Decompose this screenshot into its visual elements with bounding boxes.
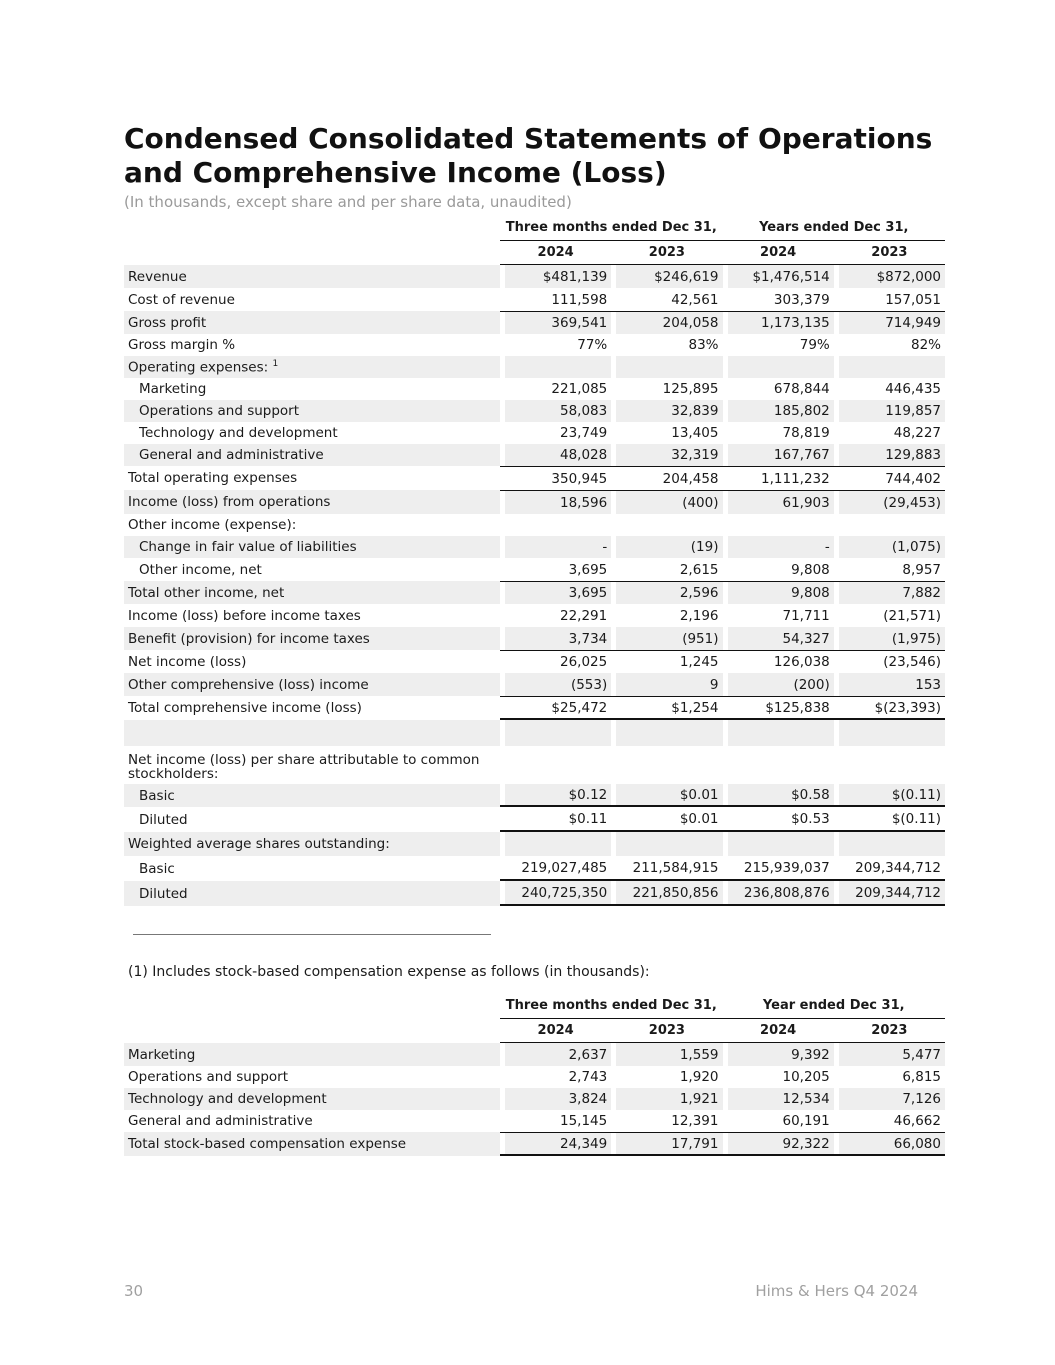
cell-value: 369,541 [500,311,611,334]
cell-value: 204,058 [611,311,722,334]
cell-value: 1,111,232 [723,466,834,490]
row-label: Gross profit [124,311,500,334]
cell-value: (29,453) [834,490,945,514]
year-header-row [124,1018,945,1043]
spacer-row [124,720,945,746]
cell-value: $1,476,514 [723,265,834,288]
cell-value: $(0.11) [834,784,945,807]
row-label: General and administrative [128,1113,313,1129]
cell-value: (1,075) [834,536,945,558]
cell-value: 215,939,037 [723,856,834,881]
cell-value: 350,945 [500,466,611,490]
cell-value: $125,838 [723,696,834,720]
cell-value: 2,637 [500,1043,611,1066]
row-label: Marketing [124,1043,500,1066]
row-label: Net income (loss) per share attributable to common stockholders: [128,752,480,782]
cell-value: 1,921 [611,1088,722,1110]
cell-value: $872,000 [834,265,945,288]
cell-value: 17,791 [611,1132,722,1156]
cell-value: 714,949 [834,311,945,334]
table-row [124,378,945,400]
row-label: Net income (loss) [128,653,247,670]
cell-value: 1,559 [611,1043,722,1066]
row-label: Other comprehensive (loss) income [124,673,500,696]
cell-value: 125,895 [662,381,719,397]
row-label: Other income (expense): [128,517,297,533]
cell-value: 60,191 [782,1113,830,1129]
cell-value: 58,083 [500,400,611,422]
year-header: 2023 [834,240,945,265]
year-header: 2023 [611,240,722,265]
cell-value: 111,598 [551,291,608,308]
row-label: Change in fair value of liabilities [124,536,500,558]
cell-value: 2,196 [679,607,719,624]
cell-value [500,356,611,378]
row-label: General and administrative [124,444,500,466]
cell-value: 3,695 [500,581,611,604]
cell-value [500,514,611,536]
year-header: 2024 [723,240,834,265]
cell-value: 2,596 [611,581,722,604]
cell-value: (951) [611,627,722,650]
table-row [124,1066,945,1088]
cell-value: (23,546) [834,650,945,673]
footnote-text: (1) Includes stock-based compensation expense as follows (in thousands): [128,964,650,980]
cell-value [500,832,611,856]
row-label: Diluted [139,811,188,828]
year-header: 2023 [834,1018,945,1043]
cell-value [723,356,834,378]
cell-value: (21,571) [883,607,942,624]
row-label: Basic [124,784,500,807]
column-group-header: Three months ended Dec 31, [505,219,717,235]
operations-statement-table [124,214,945,906]
cell-value: $0.11 [500,807,611,832]
row-label: Total comprehensive income (loss) [128,700,362,716]
table-row [124,881,945,906]
cell-value: 6,815 [902,1069,941,1085]
cell-value: 446,435 [885,381,942,397]
cell-value: $0.01 [611,784,722,807]
cell-value: $0.58 [723,784,834,807]
cell-value: 167,767 [723,444,834,466]
table-row [124,1132,945,1156]
cell-value: 9 [611,673,722,696]
table-row [124,604,945,627]
column-group-header-row [124,992,945,1018]
row-label: Basic [139,860,175,877]
cell-value: 22,291 [560,607,608,624]
table-row [124,444,945,466]
page-subtitle: (In thousands, except share and per share data, unaudited) [124,193,572,211]
cell-value: 1,245 [611,650,722,673]
cell-value: 129,883 [834,444,945,466]
table-row [124,558,945,581]
page-title: Condensed Consolidated Statements of Operations and Comprehensive Income (Loss) [124,122,933,189]
row-label: Gross margin % [128,337,236,353]
column-group-header: Years ended Dec 31, [759,219,909,235]
cell-value: 10,205 [782,1069,830,1085]
cell-value: $(0.11) [834,807,945,832]
cell-value: (1,975) [834,627,945,650]
table-row [124,627,945,650]
table-row [124,422,945,444]
cell-value [834,746,945,784]
cell-value: 211,584,915 [611,856,722,881]
cell-value: 9,808 [791,561,830,578]
cell-value: $(23,393) [834,696,945,720]
cell-value: 7,126 [834,1088,945,1110]
cell-value: 236,808,876 [723,881,834,906]
cell-value: 82% [911,337,942,353]
row-label: Income (loss) before income taxes [128,607,361,624]
row-label: Total operating expenses [128,470,298,486]
cell-value: 9,808 [723,581,834,604]
cell-value: 157,051 [885,291,942,308]
cell-value: 126,038 [723,650,834,673]
cell-value: 79% [799,337,830,353]
row-label: Total other income, net [124,581,500,604]
row-label: Other income, net [139,561,262,578]
cell-value: 209,344,712 [834,881,945,906]
cell-value: 204,458 [611,466,722,490]
cell-value: 48,227 [893,425,942,441]
cell-value: (400) [611,490,722,514]
table-row [124,311,945,334]
cell-value: - [500,536,611,558]
year-header: 2023 [611,1018,722,1043]
column-group-header: Three months ended Dec 31, [505,997,717,1013]
cell-value: 2,615 [679,561,719,578]
table-row [124,1110,945,1132]
table-row [124,334,945,356]
cell-value: 71,711 [782,607,830,624]
row-label: Weighted average shares outstanding: [124,832,500,856]
table-row [124,356,945,378]
table-row [124,400,945,422]
cell-value: 7,882 [834,581,945,604]
cell-value [834,832,945,856]
row-label: Cost of revenue [128,291,235,308]
table-row [124,856,945,881]
table-row [124,490,945,514]
cell-value: 66,080 [834,1132,945,1156]
table-row [124,536,945,558]
cell-value: 77% [577,337,608,353]
cell-value: 219,027,485 [500,856,611,881]
table-row [124,581,945,604]
year-header-row [124,240,945,265]
table-row [124,288,945,311]
cell-value [611,832,722,856]
row-label: Technology and development [139,425,338,441]
table-row [124,1043,945,1066]
row-label: Revenue [124,265,500,288]
row-label: Technology and development [124,1088,500,1110]
cell-value: 13,405 [671,425,719,441]
cell-value: 3,695 [568,561,608,578]
row-label: Operations and support [128,1069,289,1085]
cell-value: 185,802 [723,400,834,422]
cell-value: 12,391 [671,1113,719,1129]
row-label: Diluted [124,881,500,906]
cell-value: 92,322 [723,1132,834,1156]
cell-value: 42,561 [671,291,719,308]
table-row [124,650,945,673]
table-row [124,832,945,856]
footnote-divider [133,934,491,935]
cell-value: $1,254 [611,696,722,720]
cell-value: 15,145 [560,1113,608,1129]
cell-value: 209,344,712 [834,856,945,881]
table-row [124,466,945,490]
cell-value: - [723,536,834,558]
table-row [124,807,945,832]
cell-value: 83% [688,337,719,353]
footnote-marker: 1 [272,358,279,369]
cell-value: 153 [834,673,945,696]
cell-value: 24,349 [500,1132,611,1156]
cell-value: (200) [723,673,834,696]
cell-value: 46,662 [893,1113,941,1129]
cell-value: 8,957 [902,561,942,578]
cell-value: 1,173,135 [723,311,834,334]
cell-value: 240,725,350 [500,881,611,906]
cell-value: (553) [500,673,611,696]
table-row [124,514,945,536]
stock-based-compensation-table [124,992,945,1156]
cell-value: 2,743 [568,1069,608,1085]
row-label: Operations and support [124,400,500,422]
table-row [124,746,945,784]
cell-value: 678,844 [773,381,830,397]
cell-value: 221,085 [551,381,608,397]
row-label: Benefit (provision) for income taxes [124,627,500,650]
cell-value: 1,920 [679,1069,719,1085]
column-group-header-row [124,214,945,240]
year-header: 2024 [723,1018,834,1043]
cell-value: 26,025 [500,650,611,673]
table-row [124,1088,945,1110]
report-label: Hims & Hers Q4 2024 [755,1282,918,1300]
cell-value: 23,749 [560,425,608,441]
cell-value [611,514,722,536]
cell-value: 78,819 [782,425,830,441]
cell-value: 303,379 [773,291,830,308]
cell-value: 54,327 [723,627,834,650]
cell-value: 744,402 [834,466,945,490]
table-row [124,696,945,720]
row-label: Marketing [139,381,207,397]
cell-value [834,356,945,378]
cell-value: $481,139 [500,265,611,288]
cell-value: 61,903 [723,490,834,514]
row-label-with-footnote [124,356,500,378]
column-group-header: Year ended Dec 31, [762,997,905,1013]
cell-value: 5,477 [834,1043,945,1066]
cell-value: $0.01 [611,807,722,832]
row-label: Total stock-based compensation expense [124,1132,500,1156]
cell-value: 48,028 [500,444,611,466]
table-row [124,784,945,807]
table-row [124,673,945,696]
cell-value [834,514,945,536]
cell-value: 32,319 [611,444,722,466]
table-row [124,265,945,288]
cell-value: 9,392 [723,1043,834,1066]
cell-value: $0.12 [500,784,611,807]
cell-value: (19) [611,536,722,558]
cell-value [611,356,722,378]
cell-value [723,514,834,536]
cell-value [500,746,611,784]
cell-value [723,832,834,856]
cell-value: 221,850,856 [611,881,722,906]
cell-value: 119,857 [834,400,945,422]
year-header: 2024 [500,240,611,265]
year-header: 2024 [500,1018,611,1043]
row-label: Income (loss) from operations [124,490,500,514]
cell-value [723,746,834,784]
cell-value [611,746,722,784]
cell-value: $0.53 [723,807,834,832]
cell-value: 3,824 [500,1088,611,1110]
cell-value: $246,619 [611,265,722,288]
cell-value: 12,534 [723,1088,834,1110]
cell-value: 18,596 [500,490,611,514]
cell-value: 32,839 [611,400,722,422]
page-number: 30 [124,1282,144,1300]
cell-value: $25,472 [500,696,611,720]
row-label: Operating expenses: [128,359,269,376]
cell-value: 3,734 [500,627,611,650]
